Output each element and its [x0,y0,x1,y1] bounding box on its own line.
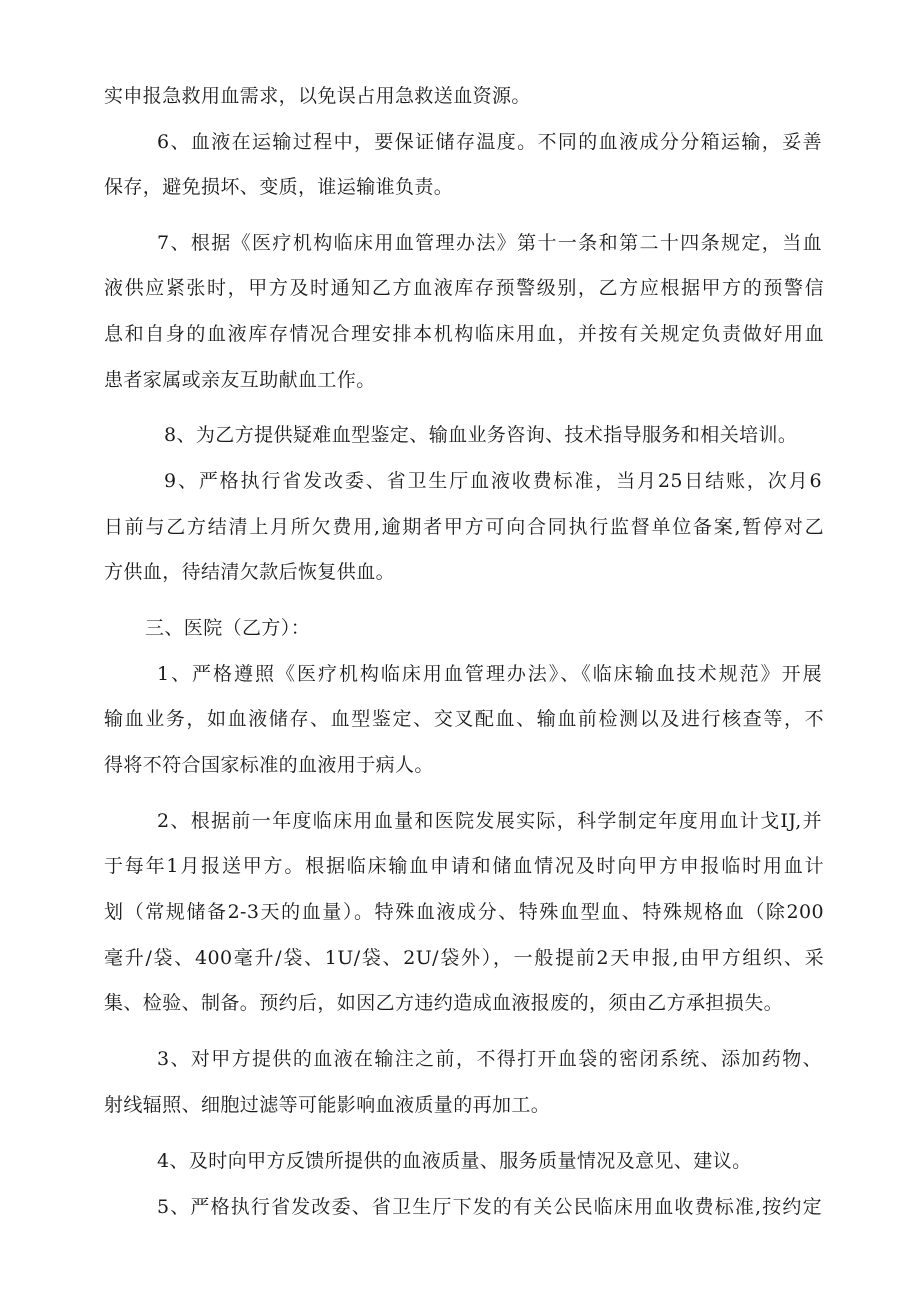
text-line: 保存，避免损坏、变质，谁运输谁负责。 [104,176,454,198]
text-line: 4、及时向甲方反馈所提供的血液质量、服务质量情况及意见、建议。 [157,1150,752,1172]
text-line: 7、根据《医疗机构临床用血管理办法》第十一条和第二十四条规定，当血 [157,232,822,254]
text-line: 输血业务，如血液储存、血型鉴定、交叉配血、输血前检测以及进行核查等，不 [104,708,824,730]
text-line: 液供应紧张时，甲方及时通知乙方血液库存预警级别，乙方应根据甲方的预警信 [104,277,824,299]
text-line: 毫升/袋、400毫升/袋、1U/袋、2U/袋外），一般提前2天申报,由甲方组织、采 [104,947,824,969]
text-line: 得将不符合国家标准的血液用于病人。 [104,754,434,776]
text-line: 息和自身的血液库存情况合理安排本机构临床用血，并按有关规定负责做好用血 [104,323,824,345]
text-line: 3、对甲方提供的血液在输注之前，不得打开血袋的密闭系统、添加药物、 [157,1048,822,1070]
text-line: 日前与乙方结清上月所欠费用,逾期者甲方可向合同执行监督单位备案,暂停对乙 [104,516,824,538]
text-line: 实申报急救用血需求，以免误占用急救送血资源。 [104,85,531,107]
text-line: 1、严格遵照《医疗机构临床用血管理办法》、《临床输血技术规范》开展 [157,663,822,685]
text-line: 方供血，待结清欠款后恢复供血。 [104,561,396,583]
text-line: 8、为乙方提供疑难血型鉴定、输血业务咨询、技术指导服务和相关培训。 [164,424,798,446]
text-line: 6、血液在运输过程中，要保证储存温度。不同的血液成分分箱运输，妥善 [157,131,822,153]
text-line: 集、检验、制备。预约后，如因乙方违约造成血液报废的，须由乙方承担损失。 [104,992,784,1014]
text-line: 5、严格执行省发改委、省卫生厅下发的有关公民临床用血收费标准,按约定 [157,1196,822,1218]
text-line: 9、严格执行省发改委、省卫生厅血液收费标准，当月25日结账，次月6 [164,470,822,492]
text-line: 于每年1月报送甲方。根据临床输血申请和储血情况及时向甲方申报临时用血计 [104,855,824,877]
section-heading: 三、医院（乙方）： [145,617,311,639]
text-line: 射线辐照、细胞过滤等可能影响血液质量的再加工。 [104,1094,551,1116]
text-line: 划（常规储备2-3天的血量）。特殊血液成分、特殊血型血、特殊规格血（除200 [104,901,824,923]
text-line: 患者家属或亲友互助献血工作。 [104,369,376,391]
text-line: 2、根据前一年度临床用血量和医院发展实际，科学制定年度用血计戈IJ,并 [157,810,822,832]
